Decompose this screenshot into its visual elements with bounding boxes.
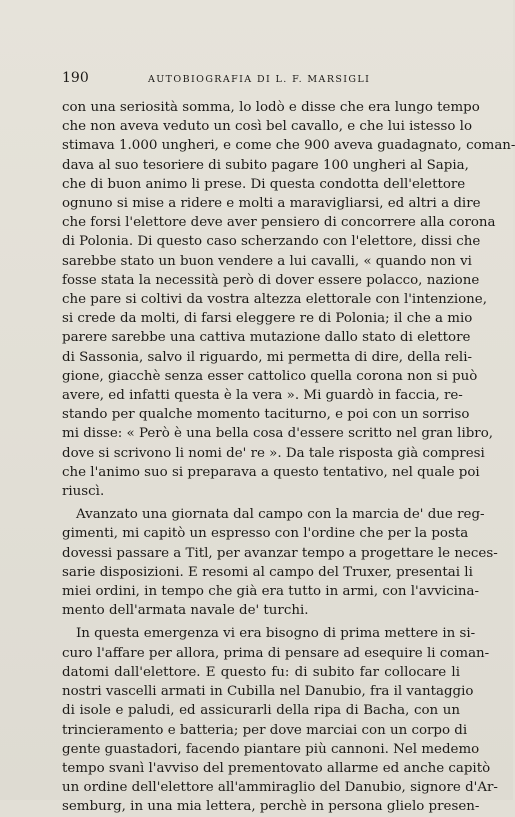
text-line: miei ordini, in tempo che già era tutto in armi, con l'avvicina-: [62, 584, 480, 600]
text-line: stando per qualche momento taciturno, e poi con un sorriso: [62, 407, 470, 423]
text-line: sarebbe stato un buon vendere a lui cavalli, « quando non vi: [62, 253, 472, 269]
page-number: 190: [62, 70, 89, 86]
text-line: riuscì.: [62, 484, 105, 500]
text-line: che l'animo suo si preparava a questo tentativo, nel quale poi: [62, 464, 480, 480]
text-line: con una seriosità somma, lo lodò e disse che era lungo tempo: [62, 100, 480, 115]
text-line: mi disse: « Però è una bella cosa d'essere scritto nel gran libro,: [62, 426, 494, 442]
body-text: [62, 98, 515, 817]
text-line: stimava 1.000 ungheri, e come che 900 aveva guadagnato, coman-: [62, 138, 515, 154]
text-line: avere, ed infatti questa è la vera ». Mi guardò in faccia, re-: [62, 388, 463, 404]
text-line: dava al suo tesoriere di subito pagare 100 ungheri al Sapia,: [62, 157, 469, 173]
text-line: dovessi passare a Titl, per avanzar tempo a progettare le neces-: [62, 545, 498, 561]
text-line: un ordine dell'elettore all'ammiraglio del Danubio, signore d'Ar-: [62, 780, 498, 796]
text-line: di Sassonia, salvo il riguardo, mi permetta di dire, della reli-: [62, 349, 473, 365]
running-head: AUTOBIOGRAFIA DI L. F. MARSIGLI: [148, 74, 371, 85]
text-line: gione, giacchè senza esser cattolico quella corona non si può: [62, 368, 478, 384]
text-line: gimenti, mi capitò un espresso con l'ordine che per la posta: [62, 526, 469, 542]
text-line: che di buon animo li prese. Di questa condotta dell'elettore: [62, 176, 466, 192]
page-header: [62, 70, 465, 86]
text-line: trincieramento e batteria; per dove marciai con un corpo di: [62, 722, 468, 738]
text-line: ognuno si mise a ridere e molti a maravigliarsi, ed altri a dire: [62, 196, 481, 212]
text-line: gente guastadori, facendo piantare più cannoni. Nel medemo: [62, 741, 480, 757]
text-line: tempo svanì l'avviso del prementovato allarme ed anche capitò: [62, 760, 491, 776]
text-line: di isole e paludi, ed assicurarli della ripa di Bacha, con un: [62, 703, 460, 719]
text-line: semburg, in una mia lettera, perchè in persona glielo presen-: [62, 799, 480, 815]
text-line: curo l'affare per allora, prima di pensare ad esequire li coman-: [62, 645, 490, 661]
text-line: sarie disposizioni. E resomi al campo del Truxer, presentai li: [62, 564, 473, 580]
text-line: nostri vascelli armati in Cubilla nel Danubio, fra il vantaggio: [62, 684, 474, 700]
text-line: di Polonia. Di questo caso scherzando con l'elettore, dissi che: [62, 234, 481, 250]
text-line: Avanzato una giornata dal campo con la marcia de' due reg-: [76, 507, 485, 523]
text-line: che forsi l'elettore deve aver pensiero di concorrere alla corona: [62, 215, 496, 231]
text-line: parere sarebbe una cattiva mutazione dallo stato di elettore: [62, 330, 471, 346]
text-line: mento dell'armata navale de' turchi.: [62, 603, 309, 619]
text-line: che pare si coltivi da vostra altezza elettorale con l'intenzione,: [62, 292, 487, 308]
text-line: fosse stata la necessità però di dover essere polacco, nazione: [62, 272, 480, 288]
text-line: che non aveva veduto un così bel cavallo, e che lui istesso lo: [62, 119, 473, 135]
text-line: si crede da molti, di farsi eleggere re di Polonia; il che a mio: [62, 311, 473, 327]
text-line: datomi dall'elettore. E questo fu: di subito far collocare li: [62, 664, 460, 680]
text-line: In questa emergenza vi era bisogno di prima mettere in si-: [76, 626, 476, 642]
text-line: dove si scrivono li nomi de' re ». Da tale risposta già compresi: [62, 445, 485, 461]
